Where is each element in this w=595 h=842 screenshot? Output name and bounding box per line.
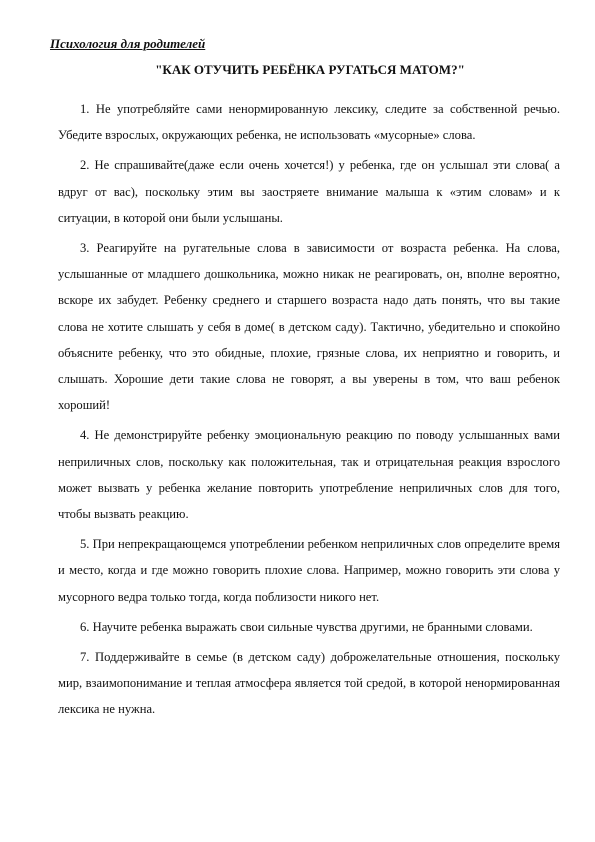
- paragraph-2: 2. Не спрашивайте(даже если очень хочется!) у ребенка, где он услышал эти слова( а вдруг от вас), поскольку этим вы заостряете внимание малыша к «этим словам» и к ситуации, в которой они были услышаны.: [58, 158, 560, 225]
- paragraph-1: 1. Не употребляйте сами ненормированную лексику, следите за собственной речью. Убедите взрослых, окружающих ребенка, не использовать «мусорные» слова.: [58, 102, 560, 143]
- document-body: [58, 96, 560, 727]
- paragraph-7: 7. Поддерживайте в семье (в детском саду) доброжелательные отношения, поскольку мир, взаимопонимание и теплая атмосфера является той средой, в которой ненормированная лексика не нужна.: [58, 650, 560, 717]
- section-label: Психология для родителей: [50, 36, 206, 51]
- paragraph-3: 3. Реагируйте на ругательные слова в зависимости от возраста ребенка. На слова, услышанные от младшего дошкольника, можно никак не реагировать, он, вполне вероятно, вскоре их забудет. Ребенку среднего и старшего возраста надо дать понять, что вы такие слова не хотите слышать у себя в доме( в детском саду). Тактично, убедительно и спокойно объясните ребенку, что это обидные, плохие, грязные слова, их неприятно и говорить, и слышать. Хорошие дети такие слова не говорят, а вы уверены в том, что ваш ребенок хороший!: [58, 241, 560, 413]
- paragraph-5: 5. При непрекращающемся употреблении ребенком неприличных слов определите время и место, когда и где можно говорить плохие слова. Например, можно говорить эти слова у мусорного ведра только тогда, когда поблизости никого нет.: [58, 537, 560, 604]
- paragraph-6: 6. Научите ребенка выражать свои сильные чувства другими, не бранными словами.: [80, 619, 533, 634]
- paragraph-4: 4. Не демонстрируйте ребенку эмоциональную реакцию по поводу услышанных вами неприличных слов, поскольку как положительная, так и отрицательная реакция взрослого может вызвать у ребенка желание повторить употребление неприличных слов для того, чтобы вызвать реакцию.: [58, 428, 560, 522]
- document-title: "КАК ОТУЧИТЬ РЕБЁНКА РУГАТЬСЯ МАТОМ?": [155, 62, 465, 77]
